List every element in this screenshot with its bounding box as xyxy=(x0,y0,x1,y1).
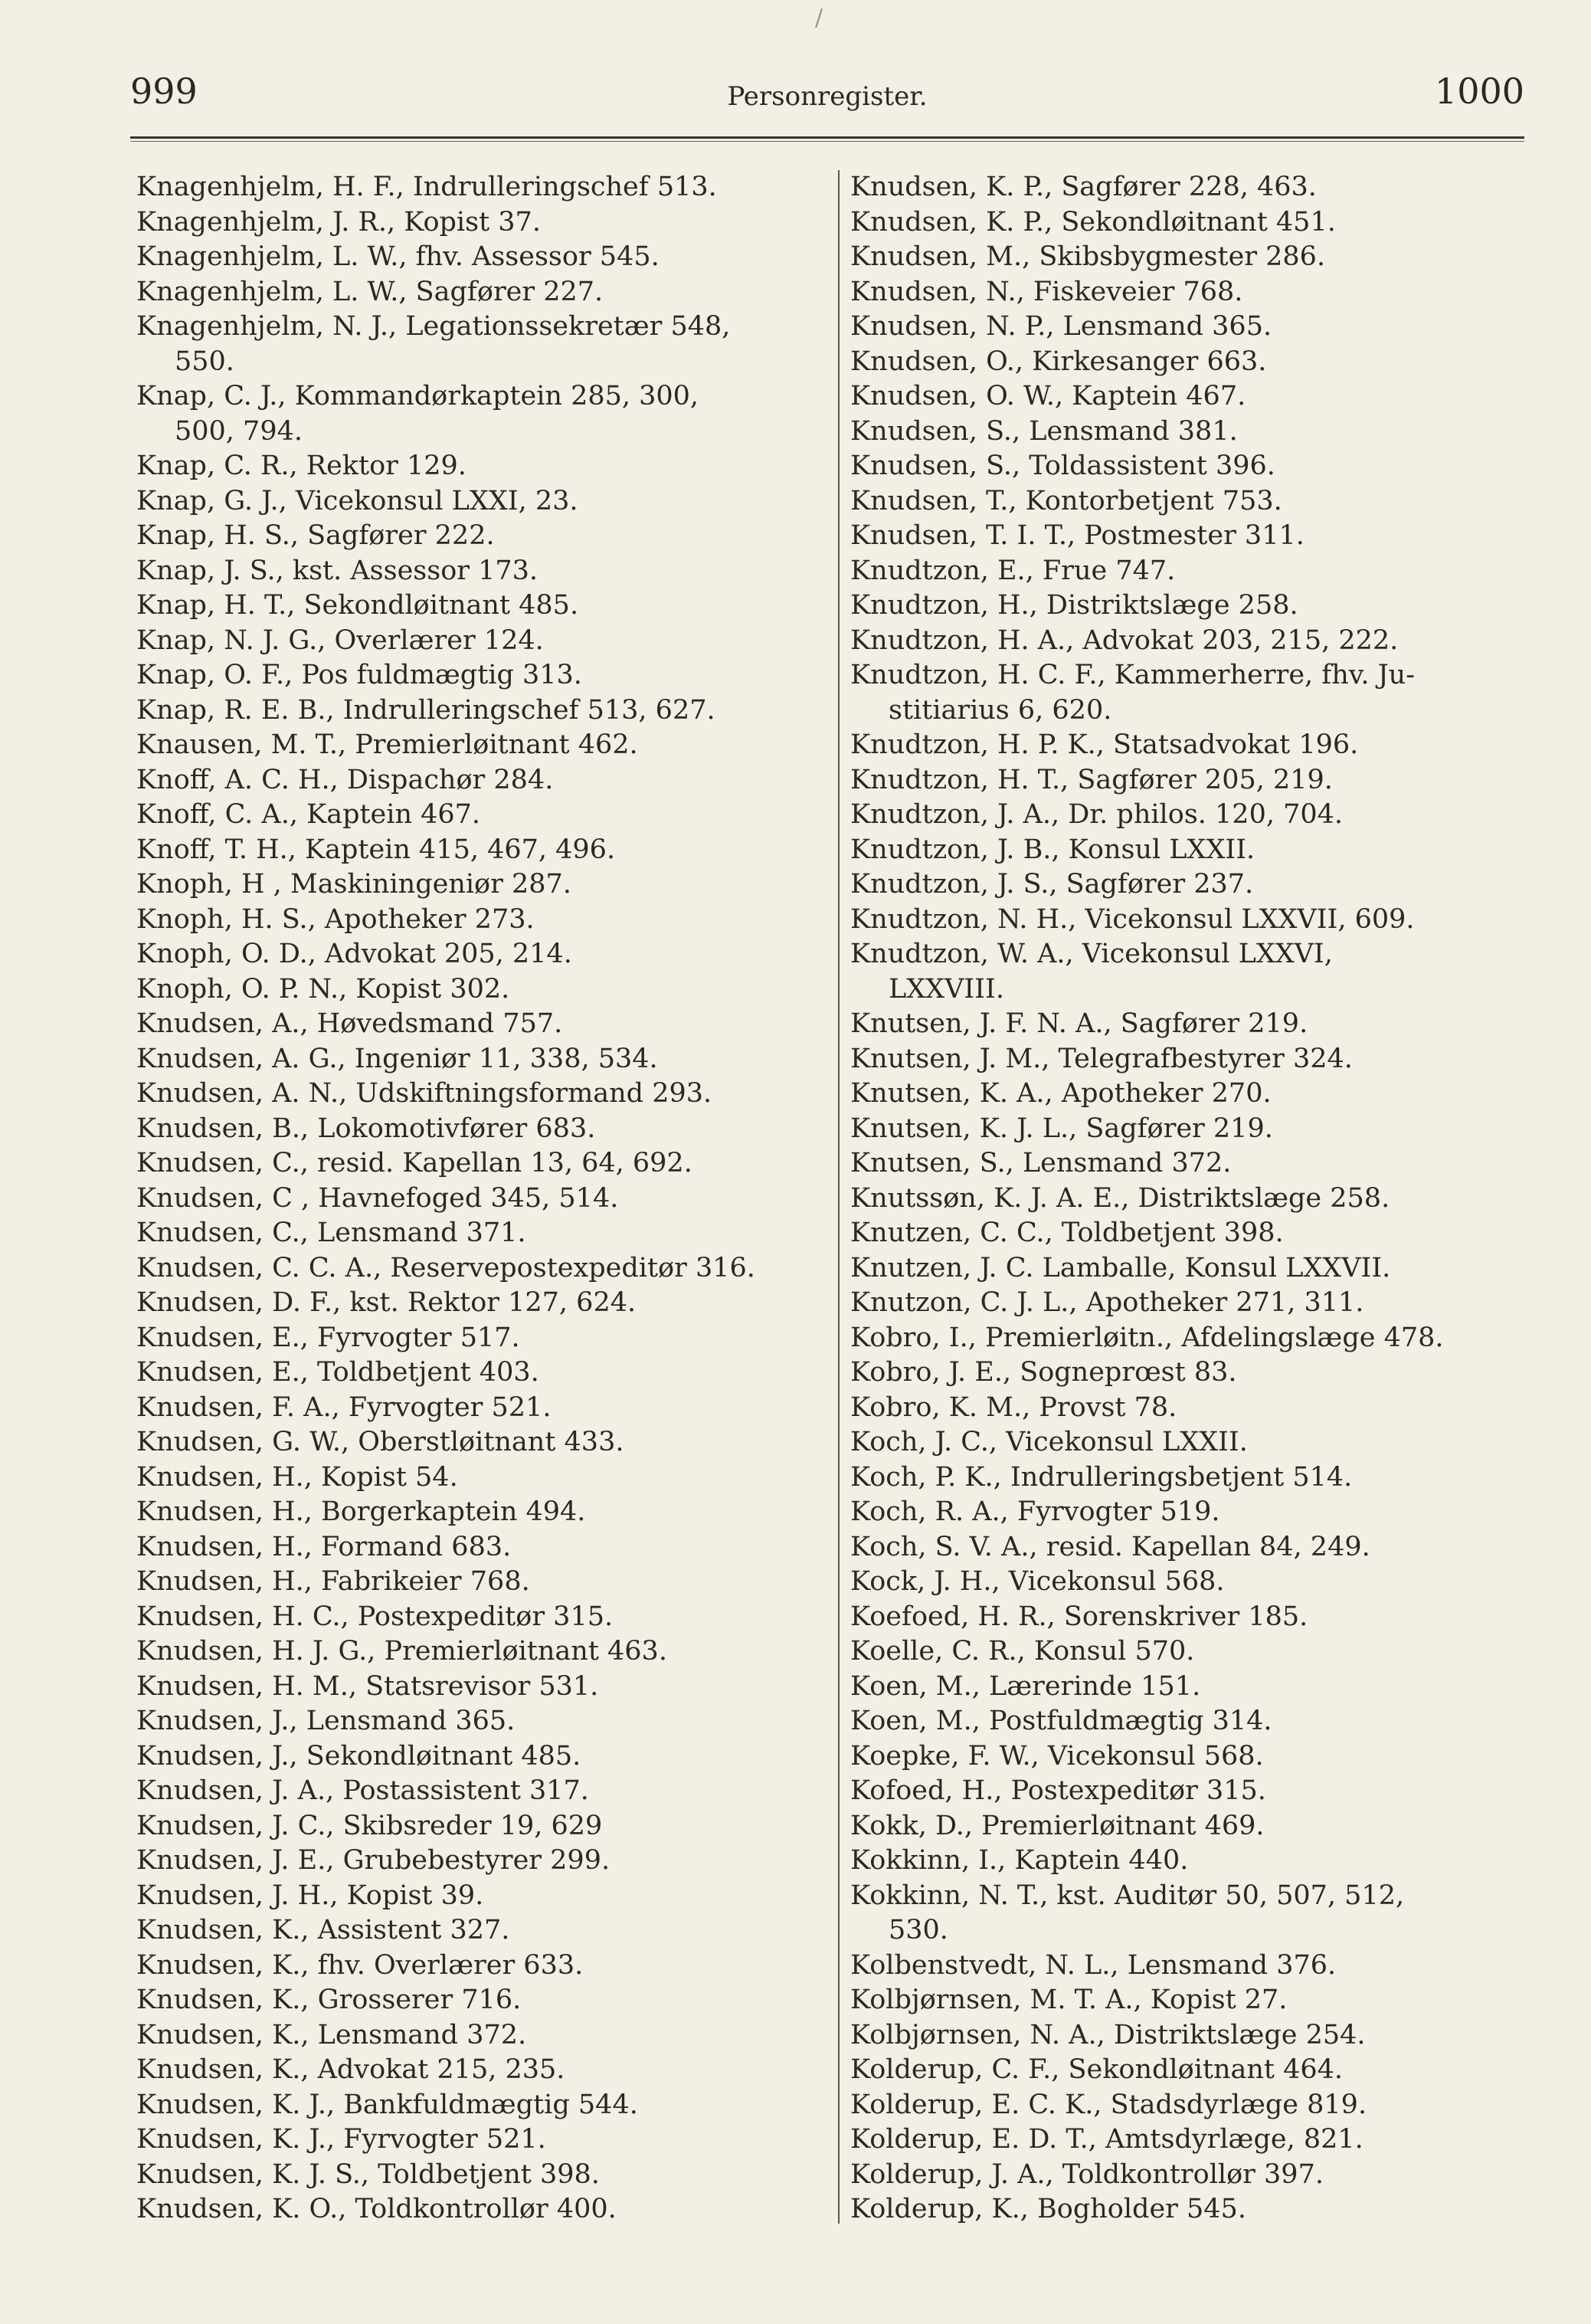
page-header xyxy=(130,70,1524,132)
register-entry: Kokk, D., Premierløitnant 469. xyxy=(850,1810,1265,1841)
register-entry: Knutssøn, K. J. A. E., Distriktslæge 258. xyxy=(850,1182,1390,1214)
register-entry: Koepke, F. W., Vicekonsul 568. xyxy=(850,1740,1264,1772)
register-entry: Knutsen, K. A., Apotheker 270. xyxy=(850,1078,1272,1109)
register-entry: Knudsen, C , Havnefoged 345, 514. xyxy=(136,1182,619,1214)
register-entry: Kolbenstvedt, N. L., Lensmand 376. xyxy=(850,1949,1337,1981)
register-entry: Knutzen, C. C., Toldbetjent 398. xyxy=(850,1218,1284,1248)
register-entry: Knoff, T. H., Kaptein 415, 467, 496. xyxy=(136,834,616,865)
register-entry: Knudsen, H. C., Postexpeditør 315. xyxy=(136,1601,614,1632)
register-entry: Knudsen, K., Lensmand 372. xyxy=(136,2019,527,2050)
register-entry: Knudsen, J., Lensmand 365. xyxy=(136,1706,516,1736)
register-entry: Knudsen, J., Sekondløitnant 485. xyxy=(136,1740,581,1772)
register-entry: Knudsen, H., Borgerkaptein 494. xyxy=(136,1496,586,1527)
register-entry: Knap, C. J., Kommandørkaptein 285, 300, xyxy=(136,381,699,411)
register-entry: Knap, H. S., Sagfører 222. xyxy=(136,520,495,551)
register-entry: Kolderup, J. A., Toldkontrollør 397. xyxy=(850,2158,1324,2190)
register-entry: Knudsen, B., Lokomotivfører 683. xyxy=(136,1113,596,1144)
register-entry: Knausen, M. T., Premierløitnant 462. xyxy=(136,729,638,760)
register-entry: Knudsen, H., Kopist 54. xyxy=(136,1461,458,1493)
register-entry: Kobro, I., Premierløitn., Afdelingslæge 478. xyxy=(850,1322,1444,1353)
register-entry: Knudsen, N., Fiskeveier 768. xyxy=(850,276,1243,307)
register-entry: Knudsen, F. A., Fyrvogter 521. xyxy=(136,1391,552,1423)
page-number-left: 999 xyxy=(130,70,198,112)
header-rule-thin xyxy=(130,141,1524,142)
register-entry: Koen, M., Lærerinde 151. xyxy=(850,1670,1201,1702)
register-entry: Knagenhjelm, L. W., Sagfører 227. xyxy=(136,276,604,307)
right-column xyxy=(850,170,1532,2227)
margin-mark: / xyxy=(815,5,823,31)
register-entry: Knudsen, S., Lensmand 381. xyxy=(850,415,1238,447)
register-entry: Knagenhjelm, L. W., fhv. Assessor 545. xyxy=(136,241,660,272)
left-column xyxy=(136,170,830,2227)
register-entry: Knudsen, E., Toldbetjent 403. xyxy=(136,1357,539,1388)
register-entry: Knudsen, J. A., Postassistent 317. xyxy=(136,1775,589,1806)
register-entry: Kolderup, E. C. K., Stadsdyrlæge 819. xyxy=(850,2089,1367,2120)
register-entry: Knudsen, K., Assistent 327. xyxy=(136,1915,510,1945)
register-entry: Knoff, A. C. H., Dispachør 284. xyxy=(136,764,554,795)
register-entry: Kolderup, K., Bogholder 545. xyxy=(850,2194,1246,2224)
register-entry: Knutzen, J. C. Lamballe, Konsul LXXVII. xyxy=(850,1252,1391,1283)
register-entry: Knudsen, E., Fyrvogter 517. xyxy=(136,1322,520,1353)
register-entry: Knagenhjelm, N. J., Legationssekretær 548, xyxy=(136,311,731,342)
page-number-right: 1000 xyxy=(1434,70,1524,112)
register-entry: Kobro, K. M., Provst 78. xyxy=(850,1391,1177,1423)
register-entry: Knagenhjelm, J. R., Kopist 37. xyxy=(136,206,541,238)
column-divider xyxy=(838,170,840,2224)
register-entry: Knudsen, G. W., Oberstløitnant 433. xyxy=(136,1427,624,1457)
register-entry: Koch, S. V. A., resid. Kapellan 84, 249. xyxy=(850,1531,1370,1562)
register-entry: Knap, R. E. B., Indrulleringschef 513, 627. xyxy=(136,694,715,726)
register-entry: Kokkinn, I., Kaptein 440. xyxy=(850,1845,1189,1876)
register-entry: Koen, M., Postfuldmægtig 314. xyxy=(850,1706,1272,1736)
register-entry: Koch, J. C., Vicekonsul LXXII. xyxy=(850,1427,1248,1457)
header-rule xyxy=(130,136,1524,139)
register-entry: Knudtzon, H. A., Advokat 203, 215, 222. xyxy=(850,624,1399,656)
register-entry: Knudsen, A. N., Udskiftningsformand 293. xyxy=(136,1078,712,1109)
register-entry: Knudtzon, J. A., Dr. philos. 120, 704. xyxy=(850,799,1344,830)
register-entry: Kofoed, H., Postexpeditør 315. xyxy=(850,1775,1266,1806)
register-entry: Knudtzon, J. B., Konsul LXXII. xyxy=(850,834,1255,865)
register-entry: Knudtzon, W. A., Vicekonsul LXXVI, xyxy=(850,939,1333,969)
register-entry: Knoph, H. S., Apotheker 273. xyxy=(136,903,535,935)
register-entry: Knudsen, K. P., Sagfører 228, 463. xyxy=(850,172,1317,202)
register-entry: Knudsen, J. H., Kopist 39. xyxy=(136,1880,484,1911)
register-entry: Knap, G. J., Vicekonsul LXXI, 23. xyxy=(136,485,578,516)
register-entry: Knap, H. T., Sekondløitnant 485. xyxy=(136,590,579,621)
register-entry: Knutsen, K. J. L., Sagfører 219. xyxy=(850,1113,1273,1144)
register-entry: Knudsen, K. J., Bankfuldmægtig 544. xyxy=(136,2089,638,2120)
register-entry: Kolderup, C. F., Sekondløitnant 464. xyxy=(850,2054,1344,2085)
register-entry: Knudsen, C., resid. Kapellan 13, 64, 692. xyxy=(136,1148,692,1178)
register-entry: Knoph, H , Maskiningeniør 287. xyxy=(136,869,571,900)
register-entry: Kolderup, E. D. T., Amtsdyrlæge, 821. xyxy=(850,2124,1363,2155)
register-entry-continuation: 550. xyxy=(175,346,234,377)
register-entry-continuation: LXXVIII. xyxy=(889,973,1004,1005)
register-entry: Kolbjørnsen, N. A., Distriktslæge 254. xyxy=(850,2019,1366,2050)
register-entry: Knudsen, H., Fabrikeier 768. xyxy=(136,1566,530,1597)
register-entry: Koelle, C. R., Konsul 570. xyxy=(850,1636,1195,1667)
register-entry: Knudsen, T., Kontorbetjent 753. xyxy=(850,485,1282,516)
register-entry: Knudtzon, H. C. F., Kammerherre, fhv. Ju- xyxy=(850,660,1416,690)
register-entry: Kokkinn, N. T., kst. Auditør 50, 507, 512, xyxy=(850,1880,1405,1911)
register-entry: Knutsen, J. M., Telegrafbestyrer 324. xyxy=(850,1043,1353,1074)
register-entry: Knudsen, J. C., Skibsreder 19, 629 xyxy=(136,1810,603,1841)
register-entry: Koefoed, H. R., Sorenskriver 185. xyxy=(850,1601,1308,1632)
register-entry: Knudtzon, N. H., Vicekonsul LXXVII, 609. xyxy=(850,903,1415,935)
register-entry: Knudsen, K. J., Fyrvogter 521. xyxy=(136,2124,546,2155)
register-entry: Knudsen, C. C. A., Reservepostexpeditør 316. xyxy=(136,1252,755,1283)
register-entry: Knutsen, S., Lensmand 372. xyxy=(850,1148,1232,1178)
register-entry: Knoph, O. P. N., Kopist 302. xyxy=(136,973,510,1005)
register-entry: Knudsen, A., Høvedsmand 757. xyxy=(136,1008,563,1039)
register-entry-continuation: 530. xyxy=(889,1915,948,1945)
register-entry: Knudtzon, E., Frue 747. xyxy=(850,555,1176,586)
register-entry: Knudsen, K. O., Toldkontrollør 400. xyxy=(136,2194,617,2224)
register-entry: Kock, J. H., Vicekonsul 568. xyxy=(850,1566,1225,1597)
register-entry: Knudsen, M., Skibsbygmester 286. xyxy=(850,241,1326,272)
register-entry: Knudsen, H. M., Statsrevisor 531. xyxy=(136,1670,599,1702)
register-entry: Knudsen, N. P., Lensmand 365. xyxy=(850,311,1272,342)
register-entry: Knudtzon, J. S., Sagfører 237. xyxy=(850,869,1254,900)
register-entry: Knudsen, K. P., Sekondløitnant 451. xyxy=(850,206,1336,238)
register-entry: Knutsen, J. F. N. A., Sagfører 219. xyxy=(850,1008,1308,1039)
register-entry: Knudsen, C., Lensmand 371. xyxy=(136,1218,526,1248)
register-entry: Knudsen, T. I. T., Postmester 311. xyxy=(850,520,1305,551)
register-entry: Knap, J. S., kst. Assessor 173. xyxy=(136,555,539,586)
register-entry-continuation: stitiarius 6, 620. xyxy=(889,694,1112,726)
register-entry: Knudsen, H. J. G., Premierløitnant 463. xyxy=(136,1636,667,1667)
register-entry: Knudsen, H., Formand 683. xyxy=(136,1531,512,1562)
register-entry: Knudsen, A. G., Ingeniør 11, 338, 534. xyxy=(136,1043,658,1074)
register-entry: Knudsen, J. E., Grubebestyrer 299. xyxy=(136,1845,611,1876)
register-entry: Knutzon, C. J. L., Apotheker 271, 311. xyxy=(850,1287,1364,1318)
register-entry: Knap, C. R., Rektor 129. xyxy=(136,451,466,481)
register-entry: Knudsen, K., Advokat 215, 235. xyxy=(136,2054,565,2085)
register-entry: Knap, N. J. G., Overlærer 124. xyxy=(136,624,544,656)
register-entry: Knudsen, O., Kirkesanger 663. xyxy=(850,346,1267,377)
register-entry: Knudtzon, H. T., Sagfører 205, 219. xyxy=(850,764,1333,795)
register-entry: Knudsen, O. W., Kaptein 467. xyxy=(850,381,1246,411)
register-entry: Koch, P. K., Indrulleringsbetjent 514. xyxy=(850,1461,1353,1493)
register-entry: Knudsen, D. F., kst. Rektor 127, 624. xyxy=(136,1287,637,1318)
register-entry: Knudtzon, H., Distriktslæge 258. xyxy=(850,590,1298,621)
register-entry: Knudsen, K., fhv. Overlærer 633. xyxy=(136,1949,584,1981)
register-entry: Knudsen, S., Toldassistent 396. xyxy=(850,451,1275,481)
register-entry: Knudsen, K. J. S., Toldbetjent 398. xyxy=(136,2158,600,2190)
register-entry: Knoph, O. D., Advokat 205, 214. xyxy=(136,939,572,969)
register-entry: Kobro, J. E., Sogneprœst 83. xyxy=(850,1357,1237,1388)
register-entry: Knudtzon, H. P. K., Statsadvokat 196. xyxy=(850,729,1359,760)
register-entry-continuation: 500, 794. xyxy=(175,415,303,447)
register-entry: Knoff, C. A., Kaptein 467. xyxy=(136,799,481,830)
register-entry: Knudsen, K., Grosserer 716. xyxy=(136,1985,522,2015)
register-entry: Knap, O. F., Pos fuldmægtig 313. xyxy=(136,660,582,690)
running-title: Personregister. xyxy=(727,81,928,112)
register-entry: Kolbjørnsen, M. T. A., Kopist 27. xyxy=(850,1985,1288,2015)
register-entry: Knagenhjelm, H. F., Indrulleringschef 513. xyxy=(136,172,717,202)
register-entry: Koch, R. A., Fyrvogter 519. xyxy=(850,1496,1220,1527)
